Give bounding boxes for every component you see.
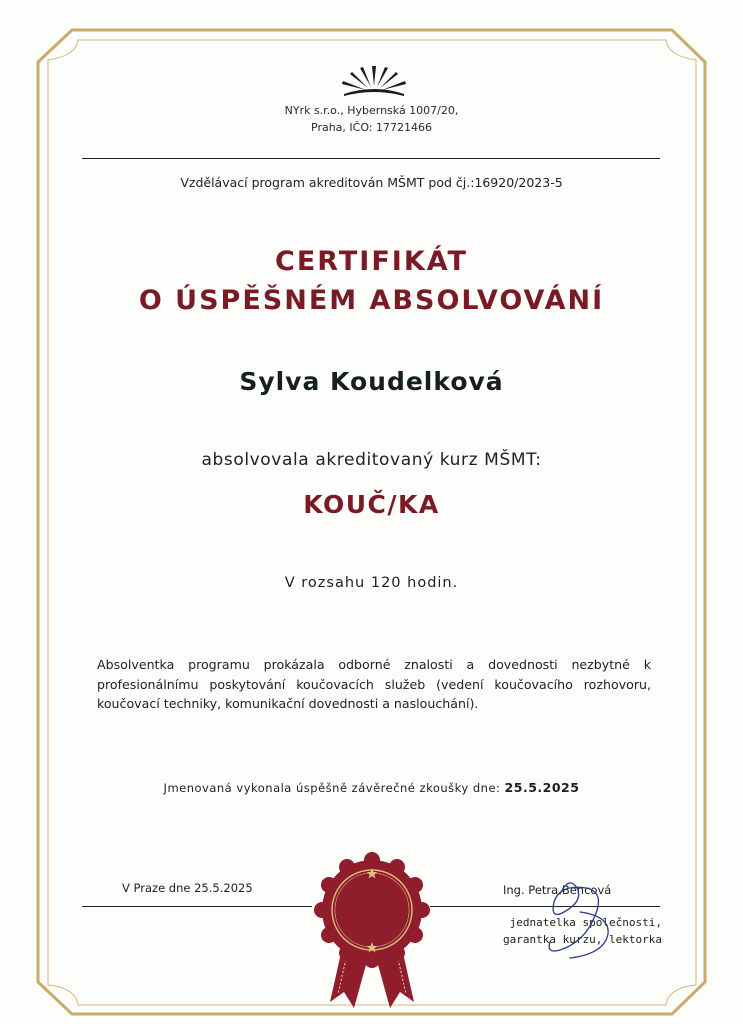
signature-line-left — [82, 906, 312, 907]
accreditation-text: Vzdělávací program akreditován MŠMT pod čj.:16920/2023-5 — [180, 175, 563, 190]
exam-statement — [0, 780, 743, 795]
header-divider — [82, 158, 660, 159]
completed-course-text: absolvovala akreditovaný kurz MŠMT: — [201, 450, 542, 470]
course-hours: V rozsahu 120 hodin. — [284, 575, 459, 591]
signer-name: Ing. Petra Bencová — [503, 883, 612, 897]
recipient-name: Sylva Koudelková — [239, 367, 504, 396]
place-and-date: V Praze dne 25.5.2025 — [122, 881, 253, 895]
signer-role-line1: jednatelka společnosti, — [509, 916, 662, 929]
description-paragraph: Absolventka programu prokázala odborné znalosti a dovednosti nezbytné k profesionálnímu poskytování koučovacích služeb (vedení koučovacího rozhovoru, koučovací techniky, komunikační dovednosti a naslouchání). — [97, 657, 651, 711]
course-name: KOUČ/KA — [303, 490, 440, 519]
wax-seal-ribbon-icon — [312, 852, 432, 1022]
exam-date: 25.5.2025 — [504, 780, 580, 795]
certificate-title: CERTIFIKÁT — [275, 246, 468, 277]
handwritten-signature-icon — [520, 872, 640, 962]
company-address-line1: NYrk s.r.o., Hybernská 1007/20, — [284, 104, 459, 117]
signer-role-line2: garantka kurzu, lektorka — [503, 933, 662, 946]
exam-text: Jmenovaná vykonala úspěšně závěrečné zkoušky dne: — [163, 781, 501, 795]
sunburst-logo-icon — [338, 60, 410, 100]
company-address-line2: Praha, IČO: 17721466 — [311, 121, 432, 134]
certificate-subtitle: O ÚSPĚŠNÉM ABSOLVOVÁNÍ — [138, 285, 605, 316]
